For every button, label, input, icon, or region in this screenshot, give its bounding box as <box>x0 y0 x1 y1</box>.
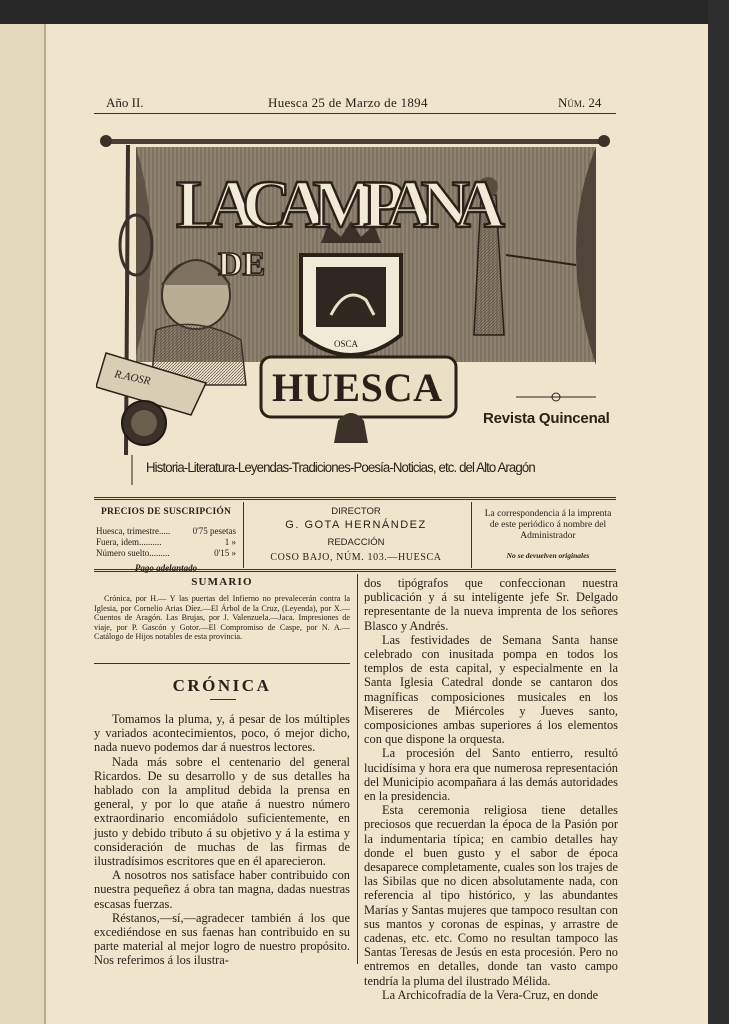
info-divider <box>471 502 472 568</box>
prices-note: Pago adelantado <box>134 563 198 573</box>
column-divider <box>357 574 358 964</box>
cronica-ornament <box>210 699 236 700</box>
facing-page-edge <box>0 24 46 1024</box>
masthead-huesca: HUESCA <box>272 365 444 410</box>
issue-year: Año II. <box>106 95 144 110</box>
masthead-de: DE <box>218 246 266 283</box>
cronica-paragraph: Nada más sobre el centenario del general Ricardos. De su desarrollo y de sus detalles ha hablado con la amplitud debida la prensa en general, y por lo que atañe á nuestro número extraordinario encomiádolo suficientemente, en justo y debido tributo á su objetivo y á la estima y consideración de muchas de las firmas de ilustradísimos escritores que en él aparecieron. <box>94 754 350 869</box>
sumario-text: Crónica, por H.— Y las puertas del Infierno no prevalecerán contra la Iglesia, por Cornelio Arias Díez.—El Árbol de la Cruz, (Leyenda), por X.—Cuentos de Aragón. Las Brujas, por J. Valenzuela.—Jaca. Impresiones de viaje, por P. Gascón y Gotor.—El Compromiso de Caspe, por N. A.—Catálogo de Hijos notables de esta provincia. <box>94 594 350 642</box>
cronica-paragraph: dos tipógrafos que confeccionan nuestra publicación y á su inteligente jefe Sr. Delgado representante de la nueva imprenta de los señores Blasco y Andrés. <box>364 576 618 633</box>
masthead-tagline: Historia-Literatura-Leyendas-Tradiciones-Poesía-Noticias, etc. del Alto Aragón <box>146 460 535 475</box>
price-row: Número suelto......... 0'15 » <box>96 548 236 558</box>
director-box <box>250 503 462 563</box>
cronica-right-column <box>364 576 618 1002</box>
scan-right-border <box>708 0 729 1024</box>
price-row: Fuera, idem.......... 1 » <box>96 537 236 547</box>
masthead-rule <box>94 497 616 500</box>
cronica-left-column <box>94 712 350 968</box>
address: COSO BAJO, NÚM. 103.—HUESCA <box>270 552 442 563</box>
correspondence-text: La correspondencia á la imprenta de este periódico á nombre del Administrador <box>484 509 612 541</box>
subscription-prices <box>96 503 236 574</box>
svg-text:R.AOSR: R.AOSR <box>113 368 152 388</box>
correspondence-box <box>480 503 616 561</box>
director-label: DIRECTOR <box>331 506 381 517</box>
curtain-rod <box>104 139 604 144</box>
shield-label: OSCA <box>334 339 359 349</box>
masthead-subtitle: Revista Quincenal <box>483 410 610 427</box>
cronica-title: CRÓNICA <box>172 676 272 695</box>
sumario-rule <box>94 663 350 664</box>
sumario-title: SUMARIO <box>191 576 253 588</box>
no-return-note: No se devuelven originales <box>506 551 590 560</box>
cronica-paragraph: La procesión del Santo entierro, resultó lucidísima y hora era que numerosa representación del Municipio acompañara á las demás autoridades en la presidencia. <box>364 746 618 804</box>
director-name: G. GOTA HERNÁNDEZ <box>285 519 427 531</box>
masthead-title: LA CAMPANA <box>176 166 506 242</box>
issue-number: Núm. 24 <box>558 95 602 110</box>
cronica-paragraph: Tomamos la pluma, y, á pesar de los múltiples y variados acontecimientos, poco, ó mejor dicho, nada nuevo podemos dar á nuestros lectores. <box>94 712 350 755</box>
cronica-paragraph: Las festividades de Semana Santa hanse celebrado con inusitada pompa en todos los templos de esta capital, y especialmente en la Santa Iglesia Catedral donde se cantaron dos magníficas composiciones musicales en los Misereres de Miércoles y Jueves santo, composiciones ambas superiores á los elementos con que dispone la orquesta. <box>364 632 618 747</box>
issue-date: Huesca 25 de Marzo de 1894 <box>268 95 428 110</box>
scan-top-border <box>0 0 729 24</box>
cronica-paragraph: Réstanos,—sí,—agradecer también á los que excediéndose en sus faenas han contribuido en su parte material al mejor logro de nuestro propósito. Nos referimos á los ilustra- <box>94 910 350 968</box>
header-rule <box>94 113 616 114</box>
cronica-paragraph: Esta ceremonia religiosa tiene detalles preciosos que recuerdan la época de la Pasión por la indumentaria típica; en cambio detalles hay donde el buen gusto y el sabor de época desaparece completamente, cuales son los trajes de las Sibilas que no dicen absolutamente nada, con referencia al tipo histórico, y las abundantes Marías y Santas mujeres que tampoco resultan con sus mantos y coronas de espinas, y arrastre de cadenas, etc. etc. Como no resultan tampoco las Santas Teresas de Jesús en esta procesión. Pero no entremos en detalles, donde tan vasto campo tendría la pluma del ilustrado Mélida. <box>364 803 618 988</box>
info-divider <box>243 502 244 568</box>
masthead-illustration <box>96 125 616 495</box>
redaccion-label: REDACCIÓN <box>327 537 385 548</box>
price-row: Huesca, trimestre..... 0'75 pesetas <box>96 526 236 536</box>
cronica-paragraph: A nosotros nos satisface haber contribuido con nuestra pequeñez á obra tan magna, dadas nuestras escasas fuerzas. <box>94 868 350 911</box>
cronica-paragraph: La Archicofradía de la Vera-Cruz, en donde <box>382 987 599 1002</box>
info-rule <box>94 569 616 572</box>
prices-title: PRECIOS DE SUSCRIPCIÓN <box>100 507 232 517</box>
